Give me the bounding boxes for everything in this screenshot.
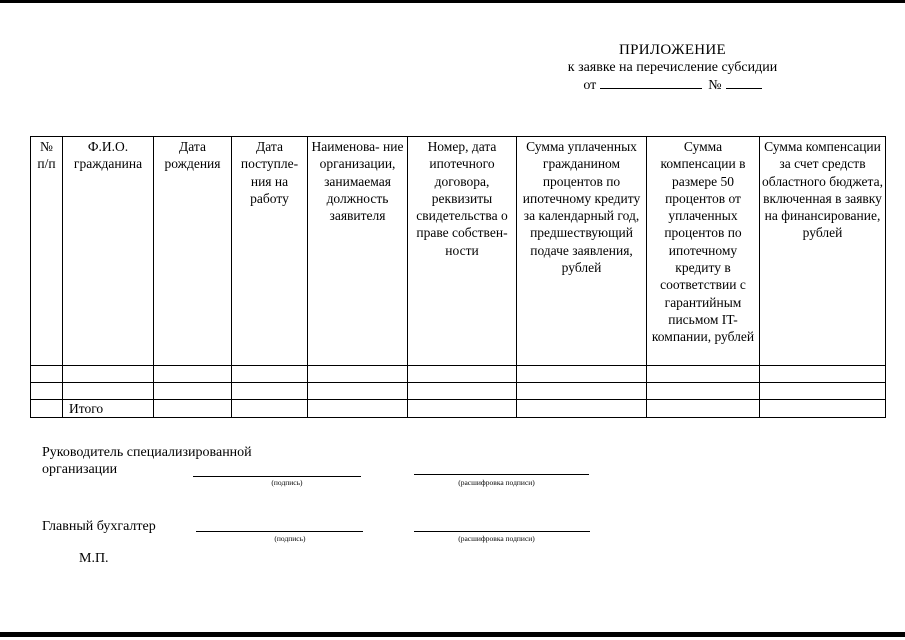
accountant-signature-caption: (подпись) — [274, 534, 306, 543]
total-row — [31, 400, 886, 418]
head-label-line1: Руководитель специализированной — [42, 445, 252, 460]
column-header-mortgage-contract: Номер, дата ипотечного договора, реквизиты свидетельства о праве собствен- ности — [408, 137, 517, 366]
table-header-row — [31, 137, 886, 366]
number-label: № — [708, 78, 722, 93]
accountant-decoding-line — [414, 531, 590, 532]
document-header — [520, 42, 825, 94]
accountant-label: Главный бухгалтер — [42, 519, 156, 534]
table-row — [31, 383, 886, 400]
head-decoding-caption: (расшифровка подписи) — [458, 478, 535, 487]
column-header-full-name: Ф.И.О. гражданина — [63, 137, 154, 366]
column-header-compensation-50: Сумма компенсации в размере 50 процентов от уплаченных процентов по ипотечному кредиту в соответствии с гарантийным письмом IT-компании, рублей — [647, 137, 760, 366]
total-label: Итого — [63, 400, 154, 418]
head-signature-caption: (подпись) — [271, 478, 303, 487]
table-row — [31, 366, 886, 383]
table-cell — [408, 400, 517, 418]
head-decoding-line — [414, 474, 589, 475]
from-label: от — [583, 78, 597, 93]
document-title: ПРИЛОЖЕНИЕ — [618, 42, 727, 58]
table-cell — [647, 366, 760, 383]
table-cell — [517, 366, 647, 383]
table-cell — [760, 383, 886, 400]
table-cell — [760, 400, 886, 418]
table-cell — [760, 366, 886, 383]
column-header-hire-date: Дата поступле- ния на работу — [232, 137, 308, 366]
column-header-interest-paid: Сумма уплаченных гражданином процентов по ипотечному кредиту за календарный год, предшествующий подаче заявления, рублей — [517, 137, 647, 366]
table-cell — [308, 383, 408, 400]
table-cell — [63, 383, 154, 400]
table-cell — [31, 400, 63, 418]
table-cell — [31, 383, 63, 400]
table-cell — [308, 400, 408, 418]
table-cell — [517, 383, 647, 400]
accountant-decoding-caption: (расшифровка подписи) — [458, 534, 535, 543]
table-cell — [232, 400, 308, 418]
table-cell — [232, 383, 308, 400]
column-header-regional-budget: Сумма компенсации за счет средств областного бюджета, включенная в заявку на финансирование, рублей — [760, 137, 886, 366]
document-subtitle: к заявке на перечисление субсидии — [567, 60, 778, 75]
table-cell — [154, 366, 232, 383]
date-number-line — [520, 76, 825, 94]
column-header-number: № п/п — [31, 137, 63, 366]
table-cell — [154, 400, 232, 418]
table-cell — [232, 366, 308, 383]
head-signature-label — [42, 444, 252, 478]
stamp-label: М.П. — [79, 551, 109, 566]
head-label-line2: организации — [42, 462, 118, 477]
table-cell — [647, 400, 760, 418]
table-cell — [517, 400, 647, 418]
table-cell — [31, 366, 63, 383]
accountant-signature-line — [196, 531, 363, 532]
column-header-birth-date: Дата рождения — [154, 137, 232, 366]
table-cell — [408, 366, 517, 383]
table-cell — [63, 366, 154, 383]
top-edge-line — [0, 0, 905, 3]
table-cell — [647, 383, 760, 400]
table-cell — [408, 383, 517, 400]
applicants-table — [30, 136, 886, 418]
column-header-organization: Наименова- ние организации, занимаемая должность заявителя — [308, 137, 408, 366]
date-blank — [600, 76, 702, 89]
bottom-edge-line — [0, 632, 905, 637]
table-cell — [154, 383, 232, 400]
head-signature-line — [193, 476, 361, 477]
number-blank — [726, 76, 762, 89]
table-cell — [308, 366, 408, 383]
